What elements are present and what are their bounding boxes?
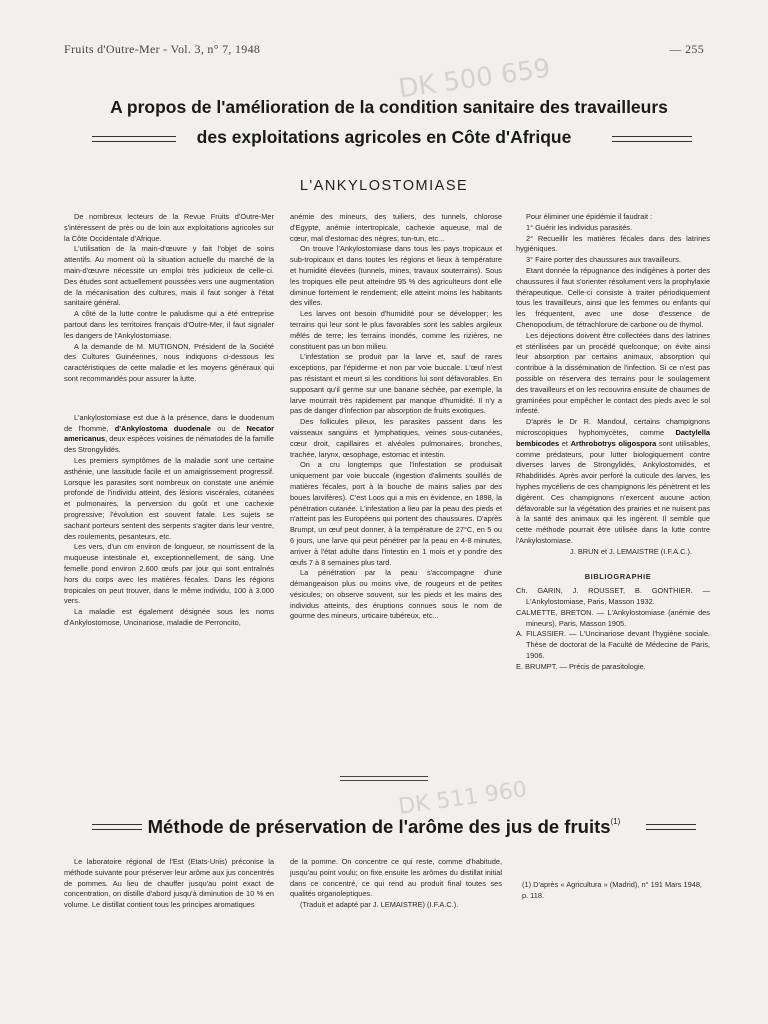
article-subtitle: L'ANKYLOSTOMIASE (299, 178, 469, 194)
species-name: d'Ankylostoma duodenale (114, 423, 211, 433)
article1-column2 (290, 212, 502, 622)
running-head (64, 42, 704, 57)
list-item: 1° Guérir les individus parasités. (526, 222, 633, 232)
title-rule-right (646, 824, 696, 832)
footnote-marker: (1) (610, 817, 621, 826)
text-run: et (559, 438, 571, 448)
species-name: Arthrobotrys oligospora (570, 438, 657, 448)
paragraph: Le laboratoire régional de l'Est (Etats-Unis) préconise la méthode suivante pour préserver leur arôme aux jus concentrés de pommes. Au lieu de chauffer jusqu'au point exact de concentration, on distille d'abord jusqu'à diminution de 10 % en volume. Le distillat contient tous les principes aromatiques (64, 857, 274, 910)
bibliography-entry: Ch. GARIN, J. ROUSSET, B. GONTHIER. — L'Ankylostomiase, Paris, Masson 1932. (516, 586, 710, 607)
paragraph: A côté de la lutte contre le paludisme qui a été entreprise partout dans les territoires français d'Outre-Mer, il faut signaler les dangers de l'Ankylostomiase. (64, 309, 274, 340)
paragraph: La maladie est également désignée sous les noms d'Ankylostomose, Uncinariose, maladie de Perroncito, (64, 607, 274, 627)
bibliography-entry: CALMETTE, BRETON. — L'Ankylostomiase (anémie des mineurs), Paris, Masson 1905. (516, 607, 710, 628)
paragraph: A la demande de M. MUTIGNON, Président de la Société des Cultures Guinéennes, nous indiquons ci-dessous les caractéristiques de cette maladie et les moyens généraux qui sont recommandés pour assurer la lutte. (64, 341, 274, 383)
bibliography-heading: BIBLIOGRAPHIE (584, 571, 652, 581)
paragraph: Les vers, d'un cm environ de longueur, se nourrissent de la muqueuse intestinale et, exceptionnellement, de sang. Une femelle pond environ 2.600 œufs par jour qui sont entraînés hors du corps avec les matières fécales. Dans les régions tropicales on peut trouver, dans le même individu, 100 à 3.000 vers. (64, 542, 274, 606)
text-run: D'après le Dr R. Mandoul, certains champignons microscopiques hyphomycètes, comme (516, 417, 710, 437)
article-title-line2: des exploitations agricoles en Côte d'Afrique (196, 127, 572, 147)
paragraph: L'utilisation de la main-d'œuvre y fait l'objet de soins attentifs. Au moment où la situation actuelle du marché de la main-d'œuvre nécessite un emploi très judicieux de celle-ci. Des études sont actuellement poussées vers une augmentation de la mécanisation des cultures, mais il faut songer à l'état sanitaire général. (64, 244, 274, 308)
text-run: , deux espèces voisines de nématodes de la famille des Strongylidés. (64, 434, 274, 455)
library-stamp: DK 511 960 (396, 777, 529, 820)
title-rule-right (612, 136, 692, 144)
list-item: 2° Recueillir les matières fécales dans des latrines hygiéniques. (516, 233, 710, 254)
author-signature: J. BRUN et J. LEMAISTRE (I.F.A.C.). (570, 546, 692, 556)
article1-column3 (516, 212, 710, 673)
paragraph: Les premiers symptômes de la maladie sont une certaine asthénie, une lassitude facile et un amaigrissement progressif. Lorsque les parasites sont nombreux on constate une anémie profonde de l'individu atteint, des lésions viscérales, cutanées et pulmonaires, la perversion du goût et une cachexie progressive; l'évolution est souvent fatale. Les sujets se sachant porteurs sentent des serpents s'agiter dans leur ventre, des roulements, pesanteurs, etc. (64, 455, 274, 541)
article-title-line1: A propos de l'amélioration de la condition sanitaire des travailleurs (110, 97, 668, 117)
article1-column1 (64, 212, 274, 629)
paragraph: de la pomme. On concentre ce qui reste, comme d'habitude, jusqu'au point voulu; on fixe ensuite les arômes du distillat initial dans ce concentré, ce qui rend au produit final toutes ses qualités organoleptiques. (290, 857, 502, 899)
paragraph: anémie des mineurs, des tuiliers, des tunnels, chlorose d'Egypte, anémie intertropicale, cachexie aqueuse, mal de cœur, mal d'estomac des nègres, tun-tun, etc... (290, 212, 502, 243)
paragraph-parasites (64, 413, 274, 456)
footnote: (1) D'après « Agricultura » (Madrid), n° 191 Mars 1948, p. 118. (522, 880, 702, 900)
article2-column1 (64, 857, 274, 911)
journal-info: Fruits d'Outre-Mer - Vol. 3, n° 7, 1948 (64, 42, 261, 56)
page-number: — 255 (669, 42, 704, 56)
paragraph-fungi (516, 417, 710, 547)
paragraph: On trouve l'Ankylostomiase dans tous les pays tropicaux et sub-tropicaux et dans toutes les régions et lieux à température et humidité élevées (tunnels, mines, travaux souterrains). Sous les tropiques elle peut atteindre 95 % des agriculteurs dont elle diminue fortement le rendement; elle atteint moins les habitants des villes. (290, 244, 502, 308)
article-separator (340, 780, 428, 781)
title-text: Méthode de préservation de l'arôme des jus de fruits (147, 816, 611, 837)
translation-credit: (Traduit et adapté par J. LEMAISTRE) (I.F.A.C.). (300, 900, 459, 910)
article2-title (100, 816, 668, 838)
list-item: 3° Faire porter des chaussures aux travailleurs. (526, 255, 681, 265)
species-name: Necator americanus (64, 423, 274, 444)
text-run: sont utilisables, comme prédateurs, pour lutter biologiquement contre diverses larves de Strongylidés, Ankylostomidés, et Rhabditidés. Après avoir perforé la cuticule des larves, les hyphes mycéliens de ces champignons les pénètrent et les digèrent. Ces champignons n'exercent aucune action défavorable sur la végétation des prairies et ne nuisent pas à la santé des animaux qui les ingèrent. Il semble que cette méthode pourrait être utilisée dans la lutte contre l'Ankylostomiase. (516, 438, 711, 545)
paragraph: De nombreux lecteurs de la Revue Fruits d'Outre-Mer s'intéressent de près ou de loin aux exploitations agricoles sur la Côte Occidentale d'Afrique. (64, 212, 274, 243)
paragraph: Des follicules pileux, les parasites passent dans les vaisseaux sanguins et lymphatiques, veines sous-cutanées, cœur droit, capillaires et alvéoles pulmonaires, bronches, trachée, larynx, œsophage, estomac et intestin. (290, 417, 502, 459)
paragraph: On a cru longtemps que l'infestation se produisait uniquement par voie buccale (ingestion d'aliments souillés de matières fécales, port à la bouche de mains salies par des boues larvifères). C'est Loos qui a mis en évidence, en 1898, la pénétration cutanée. L'infestation a lieu par la peau des pieds et n'atteint pas les Européens qui portent des chaussures. D'après Brumpt, un œuf peut donner, à la température de 27°C, en 5 ou 6 jours, une larve qui peut pénétrer par la peau en 4-8 minutes, arriver à l'état adulte dans l'intestin en 1 mois et y pondre des œufs 7 à 8 semaines plus tard. (290, 460, 502, 567)
paragraph: Pour éliminer une épidémie il faudrait : (526, 212, 653, 221)
paragraph: Les larves ont besoin d'humidité pour se développer; les terrains qui leur sont le plus favorables sont les sables argileux mêlés de terre; les terrains inondés, comme les rizières, ne constituent pas un bon milieu. (290, 309, 502, 351)
text-run: ou de (210, 423, 247, 433)
text-run: L'ankylostomiase est due à la présence, dans le duodenum de l'homme, (64, 412, 274, 433)
paragraph: Les déjections doivent être collectées dans des latrines et stérilisées par un procédé quelconque; on évite ainsi leur absorption par certains animaux, absorption qui contribue à la dissémination de l'infection. Si ce n'est pas possible on réservera des terrains pour le soulagement des travailleurs et on les recouvrira ensuite de chaumes de graminées pour empêcher le contact des pieds avec le sol infesté. (516, 330, 710, 416)
bibliography-entry: E. BRUMPT. — Précis de parasitologie. (516, 661, 646, 671)
article2-column2 (290, 857, 502, 911)
paragraph: L'infestation se produit par la larve et, sauf de rares exceptions, par l'épiderme et non par voie buccale. L'œuf n'est pas résistant et meurt si les conditions lui sont défavorables. En supposant qu'il germe sur une banane séchée, par exemple, la larve mourrait très rapidement par manque d'humidité. Il n'y a pas de danger d'infection par absorption de fruits exotiques. (290, 352, 502, 416)
article-separator (340, 776, 428, 777)
paragraph: Etant donnée la répugnance des indigènes à porter des chaussures il faut s'orienter résolument vers la prophylaxie thérapeutique. Celle-ci consiste à traiter périodiquement tous les travailleurs, ainsi que les femmes ou enfants qui les fréquentent, avec une dose d'essence de Chenopodium, de tétrachlorure de carbone ou de thymol. (516, 265, 710, 329)
species-name: Dactylella bembicodes (516, 427, 710, 448)
paragraph: La pénétration par la peau s'accompagne d'une démangeaison plus ou moins vive, de rougeurs et de petites vésicules; on observe souvent, sur les pieds et les mains des individus atteints, des éruptions connues sous le nom de gourme des mineurs, urticaire tubéreux, etc... (290, 568, 502, 621)
library-stamp: DK 500 659 (396, 53, 553, 105)
bibliography-entry: A. FILASSIER. — L'Uncinariose devant l'hygiène sociale. Thèse de doctorat de la Faculté de Médecine de Paris, 1906. (516, 629, 710, 661)
